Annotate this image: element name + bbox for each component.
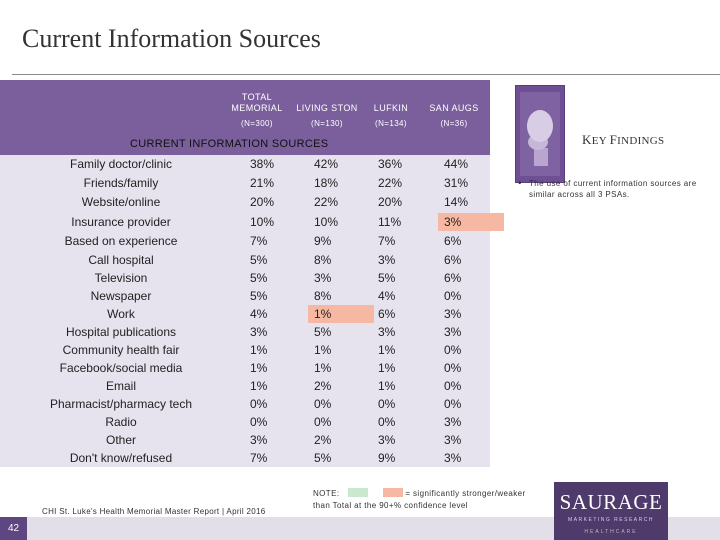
row-label: Insurance provider <box>71 215 171 229</box>
table-cell: 5% <box>250 253 268 267</box>
legend-note <box>313 488 526 512</box>
table-row <box>0 213 490 231</box>
table-cell: 1% <box>250 379 268 393</box>
table-cell: 3% <box>250 325 268 339</box>
stronger-swatch <box>348 488 368 497</box>
key-finding-text: The use of current information sources are similar across all 3 PSAs. <box>529 179 697 199</box>
table-cell: 5% <box>378 271 396 285</box>
page-number: 42 <box>0 517 27 540</box>
logo-name: SAURAGE <box>559 490 663 514</box>
table-cell: 4% <box>250 307 268 321</box>
table-cell: 38% <box>250 157 275 171</box>
table-cell: 0% <box>314 397 332 411</box>
table-cell: 0% <box>378 397 396 411</box>
table-cell: 6% <box>444 253 462 267</box>
table-cell: 8% <box>314 253 332 267</box>
table-cell: 20% <box>378 195 403 209</box>
table-cell: 31% <box>444 176 469 190</box>
table-cell: 1% <box>250 343 268 357</box>
table-cell: 3% <box>444 325 462 339</box>
table-cell: 7% <box>378 234 396 248</box>
logo-subtitle: MARKETING RESEARCH <box>568 517 654 523</box>
column-sample-size: (N=300) <box>241 119 273 128</box>
table-cell: 7% <box>250 234 268 248</box>
table-cell: 22% <box>378 176 403 190</box>
saurage-logo <box>554 482 668 540</box>
table-cell: 0% <box>250 415 268 429</box>
table-row <box>0 341 490 359</box>
column-name: LIVING STON <box>296 103 358 113</box>
title-divider <box>12 74 720 75</box>
column-name: TOTAL MEMORIAL <box>231 92 283 113</box>
table-cell: 36% <box>378 157 403 171</box>
table-cell: 0% <box>378 415 396 429</box>
table-cell: 0% <box>444 361 462 375</box>
table-row <box>0 413 490 431</box>
row-label: Call hospital <box>88 253 154 267</box>
table-cell: 0% <box>314 415 332 429</box>
table-cell: 6% <box>444 271 462 285</box>
table-cell: 3% <box>444 415 462 429</box>
column-name: LUFKIN <box>373 103 409 113</box>
table-cell: 9% <box>378 451 396 465</box>
row-label: Hospital publications <box>65 325 177 339</box>
row-label: Based on experience <box>64 234 178 248</box>
table-cell: 1% <box>314 343 332 357</box>
row-label: Website/online <box>81 195 161 209</box>
table-cell: 3% <box>444 307 462 321</box>
table-cell: 3% <box>250 433 268 447</box>
table-cell: 0% <box>444 343 462 357</box>
table-row <box>0 287 490 305</box>
table-cell: 44% <box>444 157 469 171</box>
table-cell: 5% <box>250 271 268 285</box>
row-label: Pharmacist/pharmacy tech <box>49 397 193 411</box>
row-label: Newspaper <box>90 289 152 303</box>
table-cell: 0% <box>444 289 462 303</box>
table-cell: 1% <box>378 361 396 375</box>
row-label: Facebook/social media <box>59 361 183 375</box>
table-cell: 1% <box>250 361 268 375</box>
table-row <box>0 155 490 173</box>
table-cell: 3% <box>444 433 462 447</box>
table-row <box>0 359 490 377</box>
table-cell: 3% <box>378 325 396 339</box>
column-header-san-augs <box>421 92 487 129</box>
table-cell: 0% <box>444 379 462 393</box>
table-cell: 22% <box>314 195 339 209</box>
table-row <box>0 305 490 323</box>
key-findings-title <box>582 132 664 148</box>
source-citation: CHI St. Luke's Health Memorial Master Report | April 2016 <box>42 507 266 516</box>
table-cell: 6% <box>378 307 396 321</box>
table-cell: 10% <box>314 215 339 229</box>
bullet-icon: • <box>518 178 522 189</box>
table-cell: 5% <box>250 289 268 303</box>
row-label: Family doctor/clinic <box>69 157 173 171</box>
column-header-total-memorial <box>224 92 290 129</box>
key-findings-title-part: EY <box>591 135 610 147</box>
page-title: Current Information Sources <box>22 24 321 53</box>
key-findings-title-part: INDINGS <box>617 135 665 147</box>
table-row <box>0 449 490 467</box>
table-row <box>0 431 490 449</box>
row-label: Email <box>105 379 136 393</box>
table-cell: 18% <box>314 176 339 190</box>
key-findings-title-part: F <box>609 132 618 147</box>
table-row <box>0 269 490 287</box>
table-cell: 5% <box>314 325 332 339</box>
row-label: Work <box>107 307 135 321</box>
table-cell: 4% <box>378 289 396 303</box>
row-label: Other <box>105 433 136 447</box>
key-finding-bullet <box>518 178 708 200</box>
table-cell: 10% <box>250 215 275 229</box>
key-findings-title-part: K <box>582 132 592 147</box>
table-cell: 11% <box>378 215 402 229</box>
table-cell: 0% <box>250 397 268 411</box>
column-name: SAN AUGS <box>429 103 479 113</box>
table-cell: 7% <box>250 451 268 465</box>
table-cell: 14% <box>444 195 469 209</box>
table-cell: 2% <box>314 433 332 447</box>
table-cell: 2% <box>314 379 332 393</box>
column-sample-size: (N=134) <box>375 119 407 128</box>
table-cell: 3% <box>378 433 396 447</box>
row-label: Community health fair <box>62 343 180 357</box>
table-row <box>0 377 490 395</box>
table-row <box>0 232 490 250</box>
table-cell: 6% <box>444 234 462 248</box>
column-sample-size: (N=130) <box>311 119 343 128</box>
table-cell: 1% <box>378 343 396 357</box>
table-row <box>0 395 490 413</box>
row-label: Television <box>94 271 148 285</box>
table-row <box>0 323 490 341</box>
table-cell: 8% <box>314 289 332 303</box>
table-cell: 21% <box>250 176 275 190</box>
table-row <box>0 193 490 211</box>
section-label: CURRENT INFORMATION SOURCES <box>130 138 329 150</box>
table-cell-highlighted: 3% <box>438 213 504 231</box>
row-label: Don't know/refused <box>69 451 173 465</box>
table-row <box>0 251 490 269</box>
column-header-livingston <box>294 92 360 129</box>
row-label: Friends/family <box>83 176 159 190</box>
note-prefix: NOTE: <box>313 489 340 498</box>
column-sample-size: (N=36) <box>440 119 468 128</box>
weaker-swatch <box>383 488 403 497</box>
table-cell: 1% <box>378 379 396 393</box>
table-cell: 0% <box>444 397 462 411</box>
table-cell-highlighted: 1% <box>308 305 374 323</box>
note-line2: than Total at the 90+% confidence level <box>313 501 468 510</box>
row-label: Radio <box>105 415 137 429</box>
table-cell: 3% <box>444 451 462 465</box>
table-row <box>0 174 490 192</box>
column-header-lufkin <box>358 92 424 129</box>
logo-tag: HEALTHCARE <box>584 529 638 535</box>
table-cell: 1% <box>314 361 332 375</box>
table-cell: 20% <box>250 195 275 209</box>
table-cell: 3% <box>378 253 396 267</box>
table-cell: 9% <box>314 234 332 248</box>
table-cell: 5% <box>314 451 332 465</box>
note-equals: = significantly stronger/weaker <box>405 489 526 498</box>
key-findings-image <box>515 85 565 183</box>
table-cell: 42% <box>314 157 339 171</box>
table-cell: 3% <box>314 271 332 285</box>
